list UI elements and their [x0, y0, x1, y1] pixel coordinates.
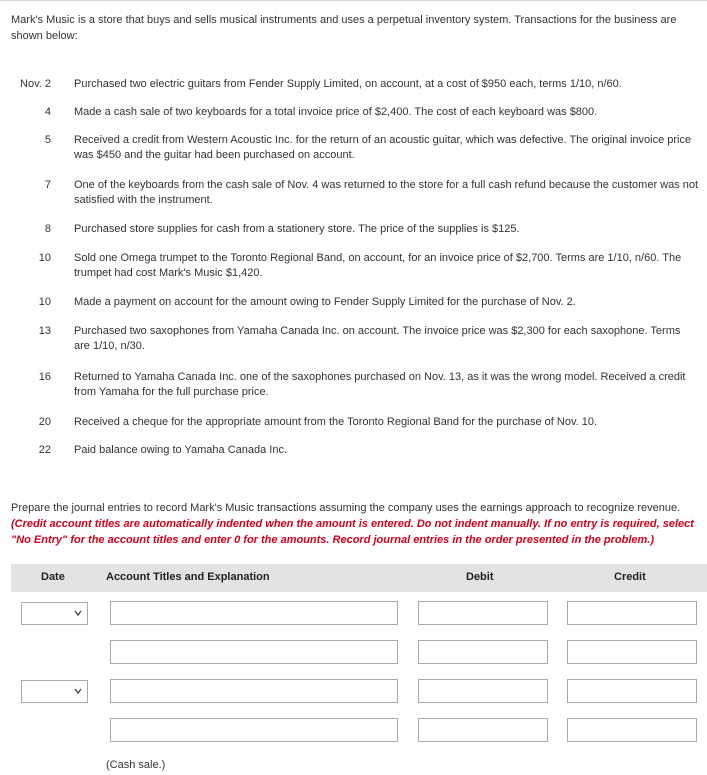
transaction-text: Sold one Omega trumpet to the Toronto Regional Band, on account, for an invoice price of $2,700. Terms are 1/10, n/60. The trumpet had cost Mark's Music $1,420. [74, 252, 682, 279]
transaction-date: 10 [38, 252, 51, 264]
entry-explanation: (Cash sale.) [106, 759, 166, 771]
journal-table-header [11, 564, 707, 592]
debit-input[interactable] [418, 640, 548, 664]
date-column-header: Date [41, 571, 65, 583]
instructions-text [11, 500, 701, 548]
debit-input[interactable] [418, 601, 548, 625]
transaction-date: 8 [44, 223, 51, 235]
account-title-input[interactable] [110, 718, 398, 742]
transaction-date: 20 [38, 416, 51, 428]
transaction-text: Returned to Yamaha Canada Inc. one of the saxophones purchased on Nov. 13, as it was the wrong model. Received a credit from Yamaha for the full purchase price. [74, 371, 686, 398]
transaction-date: 22 [38, 444, 51, 456]
chevron-down-icon [73, 684, 83, 698]
debit-column-header: Debit [466, 571, 494, 583]
transaction-text: Purchased store supplies for cash from a stationery store. The price of the supplies is $125. [74, 223, 520, 235]
instructions-note: (Credit account titles are automatically indented when the amount is entered. Do not indent manually. If no entry is required, select "No Entry" for the account titles and enter 0 for the amounts. Record journal entries in the order presented in the problem.) [11, 518, 694, 546]
transaction-text: Made a payment on account for the amount owing to Fender Supply Limited for the purchase of Nov. 2. [74, 296, 576, 308]
debit-input[interactable] [418, 718, 548, 742]
transaction-date: 5 [44, 134, 51, 146]
credit-column-header: Credit [614, 571, 646, 583]
transaction-date: Nov. 2 [20, 78, 51, 90]
account-title-input[interactable] [110, 640, 398, 664]
intro-text: Mark's Music is a store that buys and sells musical instruments and uses a perpetual inventory system. Transactions for the business are shown below: [11, 14, 677, 42]
transaction-text: Purchased two electric guitars from Fender Supply Limited, on account, at a cost of $950 each, terms 1/10, n/60. [74, 78, 622, 90]
account-column-header: Account Titles and Explanation [106, 571, 270, 583]
transaction-date: 10 [38, 296, 51, 308]
date-select[interactable] [21, 680, 88, 703]
transaction-text: Paid balance owing to Yamaha Canada Inc. [74, 444, 288, 456]
credit-input[interactable] [567, 640, 697, 664]
transaction-text: Made a cash sale of two keyboards for a total invoice price of $2,400. The cost of each keyboard was $800. [74, 106, 598, 118]
transaction-text: Received a cheque for the appropriate amount from the Toronto Regional Band for the purchase of Nov. 10. [74, 416, 598, 428]
chevron-down-icon [73, 606, 83, 620]
credit-input[interactable] [567, 718, 697, 742]
debit-input[interactable] [418, 679, 548, 703]
account-title-input[interactable] [110, 601, 398, 625]
transaction-date: 4 [44, 106, 51, 118]
transaction-text: Purchased two saxophones from Yamaha Canada Inc. on account. The invoice price was $2,300 for each saxophone. Terms are 1/10, n/30. [74, 325, 681, 352]
prepare-text: Prepare the journal entries to record Mark's Music transactions assuming the company uses the earnings approach to recognize revenue. [11, 502, 681, 514]
account-title-input[interactable] [110, 679, 398, 703]
credit-input[interactable] [567, 601, 697, 625]
transaction-date: 16 [38, 371, 51, 383]
date-select[interactable] [21, 602, 88, 625]
transaction-date: 13 [38, 325, 51, 337]
credit-input[interactable] [567, 679, 697, 703]
transaction-text: Received a credit from Western Acoustic Inc. for the return of an acoustic guitar, which was defective. The original invoice price was $450 and the guitar had been purchased on account. [74, 134, 692, 161]
transaction-date: 7 [44, 179, 51, 191]
transaction-text: One of the keyboards from the cash sale of Nov. 4 was returned to the store for a full cash refund because the customer was not satisfied with the instrument. [74, 179, 699, 206]
top-divider [0, 0, 707, 1]
